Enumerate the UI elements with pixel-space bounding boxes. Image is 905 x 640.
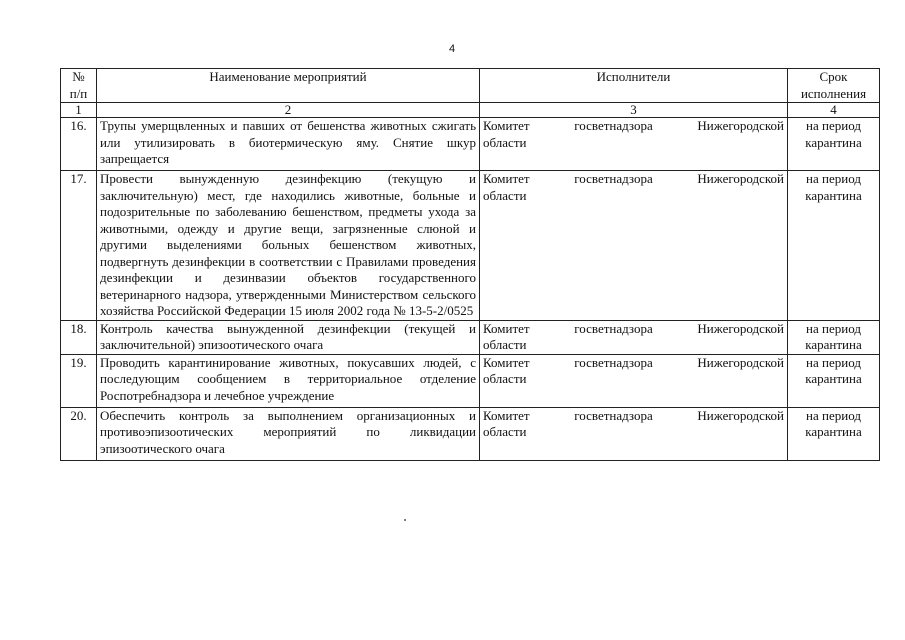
measure-name: Проводить карантинирование животных, покусавших людей, с последующим сообщением в территориальное отделение Роспотребнадзора и лечебное учреждение bbox=[97, 354, 480, 407]
executor-word: госветнадзора bbox=[574, 118, 653, 133]
measure-name: Обеспечить контроль за выполнением организационных и противоэпизоотических мероприятий по ликвидации эпизоотического очага bbox=[97, 407, 480, 460]
executor-word: госветнадзора bbox=[574, 320, 653, 336]
header-num: № п/п bbox=[61, 69, 97, 103]
index-row bbox=[61, 103, 880, 118]
executor-region: области bbox=[483, 337, 527, 352]
executor-word: Комитет bbox=[483, 118, 530, 133]
header-executors: Исполнители bbox=[480, 69, 788, 103]
table-row bbox=[61, 354, 880, 407]
executor-cell bbox=[480, 118, 788, 171]
term-cell: на период карантина bbox=[788, 171, 880, 321]
executor-word: госветнадзора bbox=[574, 354, 653, 370]
term-cell: на период карантина bbox=[788, 320, 880, 354]
table-row bbox=[61, 118, 880, 171]
term-cell: на период карантина bbox=[788, 118, 880, 171]
executor-word: Нижегородской bbox=[697, 118, 784, 133]
term-cell: на период карантина bbox=[788, 354, 880, 407]
executor-region: области bbox=[483, 424, 527, 439]
executor-word: Комитет bbox=[483, 171, 530, 186]
table-row bbox=[61, 320, 880, 354]
executor-word: Комитет bbox=[483, 407, 530, 423]
executor-word: госветнадзора bbox=[574, 407, 653, 423]
table-row bbox=[61, 171, 880, 321]
page-number: 4 bbox=[449, 43, 456, 55]
executor-region: области bbox=[483, 134, 527, 150]
index-cell: 4 bbox=[788, 103, 880, 118]
index-cell: 3 bbox=[480, 103, 788, 118]
executor-region: области bbox=[483, 371, 527, 386]
row-number: 18. bbox=[61, 320, 97, 354]
executor-word: Нижегородской bbox=[697, 320, 784, 336]
term-cell: на период карантина bbox=[788, 407, 880, 460]
header-name: Наименование мероприятий bbox=[97, 69, 480, 103]
measure-name: Провести вынужденную дезинфекцию (текущую и заключительную) мест, где находились животные, больные и подозрительные по заболеванию бешенством, предметы ухода за животными, одежду и другие вещи, загрязненные слюной и другими выделениями больных бешенством животных, подвергнуть дезинфекции в соответствии с Правилами проведения дезинфекции и дезинвазии объектов государственного ветеринарного надзора, утвержденными Министерством сельского хозяйства Российской Федерации 15 июля 2002 года № 13-5-2/0525 bbox=[97, 171, 480, 321]
index-cell: 1 bbox=[61, 103, 97, 118]
measure-name: Трупы умерщвленных и павших от бешенства животных сжигать или утилизировать в биотермическую яму. Снятие шкур запрещается bbox=[97, 118, 480, 171]
executor-cell bbox=[480, 171, 788, 321]
executor-word: госветнадзора bbox=[574, 171, 653, 186]
row-number: 19. bbox=[61, 354, 97, 407]
measure-name: Контроль качества вынужденной дезинфекции (текущей и заключительной) эпизоотического очага bbox=[97, 320, 480, 354]
row-number: 17. bbox=[61, 171, 97, 321]
executor-word: Комитет bbox=[483, 354, 530, 370]
executor-word: Комитет bbox=[483, 320, 530, 336]
scan-speck bbox=[404, 519, 406, 521]
header-term: Срок исполнения bbox=[788, 69, 880, 103]
executor-word: Нижегородской bbox=[697, 171, 784, 186]
table-row bbox=[61, 407, 880, 460]
measures-table bbox=[60, 68, 880, 461]
row-number: 20. bbox=[61, 407, 97, 460]
executor-word: Нижегородской bbox=[697, 354, 784, 370]
executor-region: области bbox=[483, 187, 527, 203]
executor-cell bbox=[480, 407, 788, 460]
index-cell: 2 bbox=[97, 103, 480, 118]
table-header-row bbox=[61, 69, 880, 103]
executor-word: Нижегородской bbox=[697, 407, 784, 423]
row-number: 16. bbox=[61, 118, 97, 171]
executor-cell bbox=[480, 320, 788, 354]
executor-cell bbox=[480, 354, 788, 407]
